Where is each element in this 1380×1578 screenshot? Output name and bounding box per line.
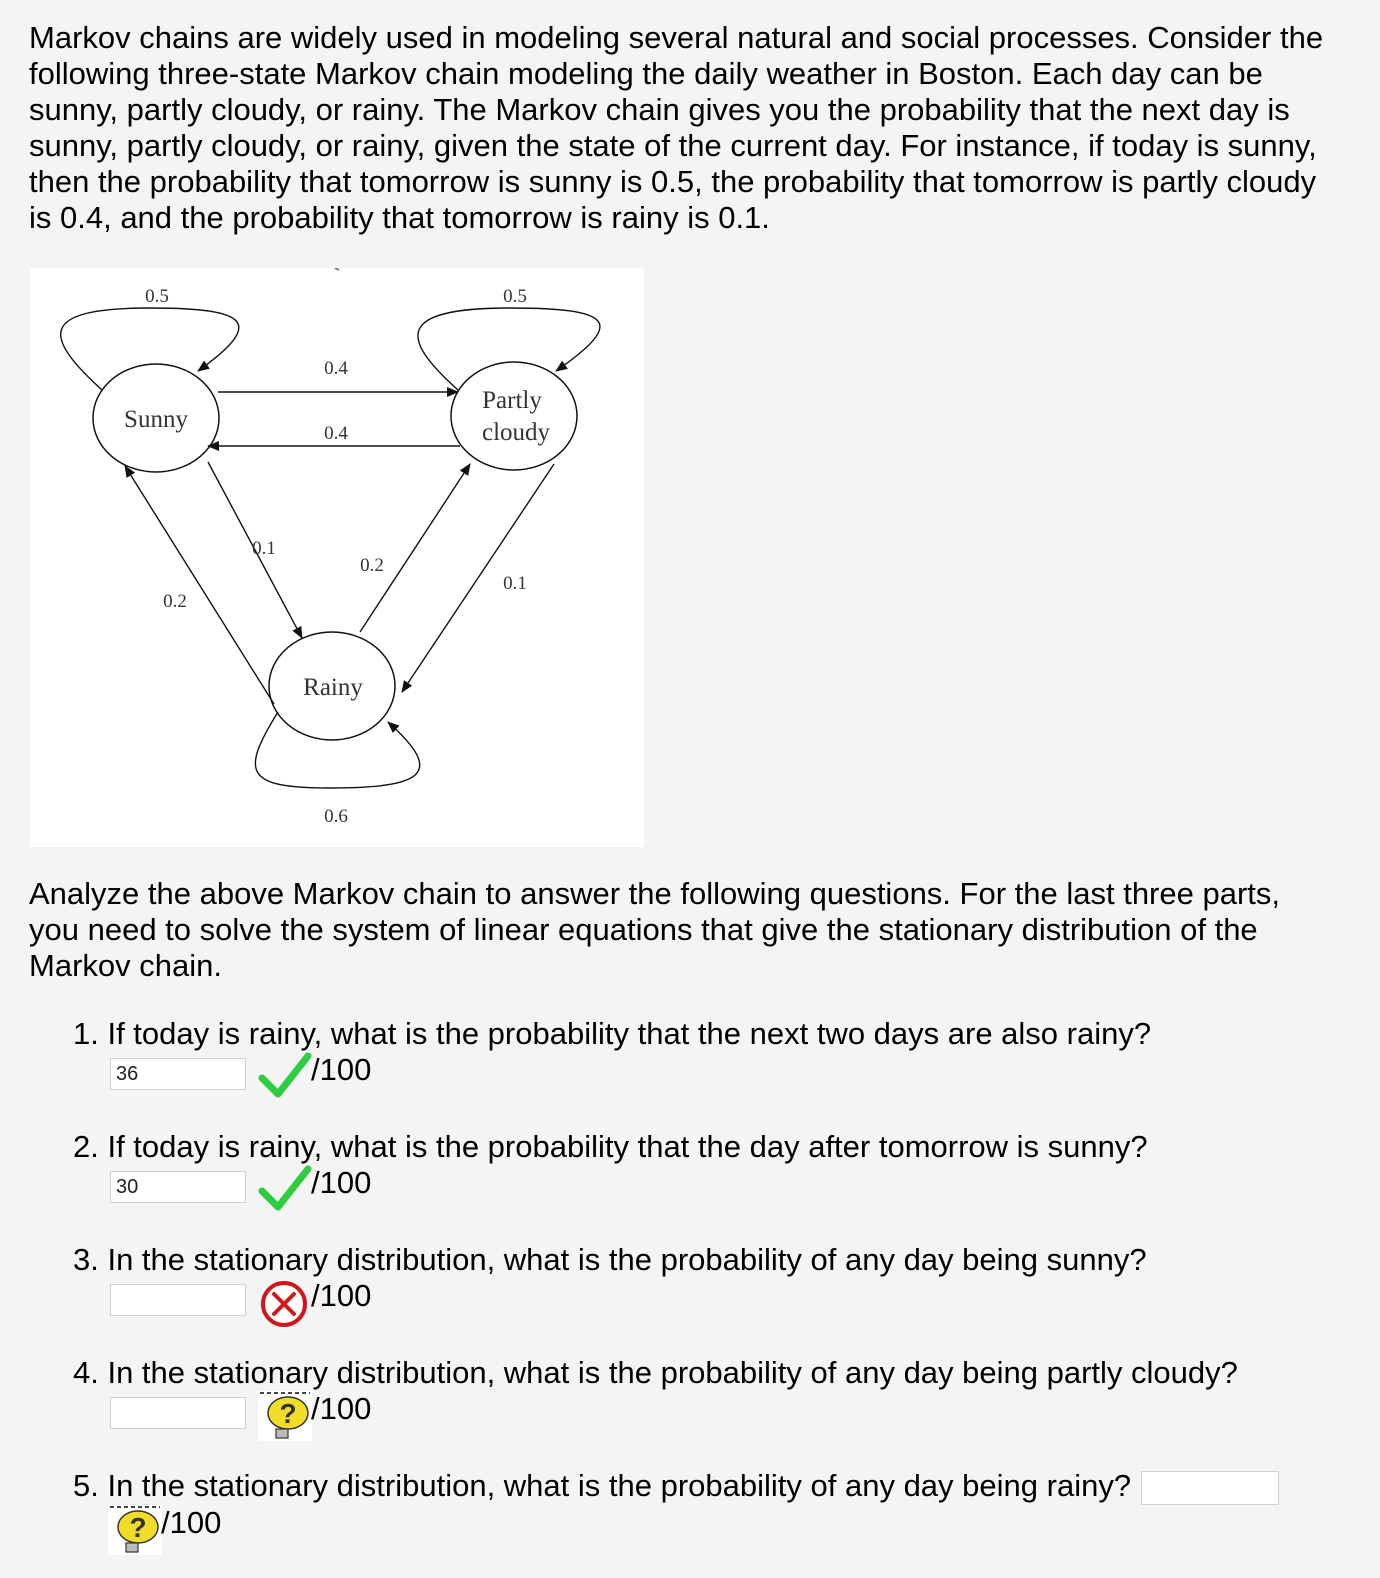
- question-1-answer-input[interactable]: 36: [110, 1058, 246, 1090]
- state-partly-cloudy: [451, 362, 577, 470]
- edge-label-sunny-to-partly: 0.4: [324, 358, 348, 379]
- question-5-text: 5. In the stationary distribution, what is the probability of any day being rainy?: [73, 1468, 1132, 1503]
- question-3-score: /100: [311, 1278, 372, 1313]
- svg-text:?: ?: [129, 1511, 147, 1543]
- question-1-text: 1. If today is rainy, what is the probability that the next two days are also rainy?: [73, 1016, 1152, 1051]
- edge-partly-to-rainy: [402, 464, 554, 692]
- intro-paragraph: Markov chains are widely used in modeling several natural and social processes. Consider the following three-state Markov chain modeling the daily weather in Boston. Each day can be sunny, partly cloudy, or rainy. The Markov chain gives you the probability that the next day is sunny, partly cloudy, or rainy, given the state of the current day. For instance, if today is sunny, then the probability that tomorrow is sunny is 0.5, the probability that tomorrow is partly cloudy is 0.4, and the probability that tomorrow is rainy is 0.1.: [29, 20, 1324, 235]
- unanswered-question-icon: [108, 1505, 162, 1555]
- svg-text:?: ?: [279, 1398, 297, 1429]
- edge-rainy-to-sunny: [125, 466, 274, 704]
- question-4: [73, 1355, 1363, 1441]
- question-1-score: /100: [311, 1052, 372, 1087]
- incorrect-x-icon: [258, 1278, 312, 1328]
- unanswered-question-icon: [258, 1391, 312, 1441]
- question-5: [73, 1468, 1363, 1555]
- edge-label-rainy-to-sunny: 0.2: [163, 591, 187, 612]
- correct-check-icon: [258, 1052, 312, 1102]
- question-3-text: 3. In the stationary distribution, what is the probability of any day being sunny?: [73, 1242, 1147, 1277]
- question-3: [73, 1242, 1363, 1328]
- question-5-score: /100: [161, 1504, 222, 1540]
- edge-label-sunny-to-rainy: 0.1: [252, 538, 276, 559]
- question-2-score: /100: [311, 1165, 372, 1200]
- question-1: [73, 1016, 1363, 1102]
- question-2-answer-input[interactable]: 30: [110, 1171, 246, 1203]
- markov-chain-diagram: [30, 268, 644, 847]
- question-4-text: 4. In the stationary distribution, what is the probability of any day being partly cloudy?: [73, 1355, 1238, 1390]
- edge-label-sunny-self: 0.5: [145, 286, 169, 307]
- edge-label-rainy-to-partly: 0.2: [360, 555, 384, 576]
- edge-label-partly-to-rainy: 0.1: [503, 573, 527, 594]
- question-2: [73, 1129, 1363, 1215]
- question-5-answer-input[interactable]: [1141, 1471, 1279, 1505]
- edge-rainy-to-partly: [360, 464, 470, 632]
- question-3-answer-input[interactable]: [110, 1284, 246, 1316]
- question-4-score: /100: [311, 1391, 372, 1426]
- state-label-partly-line2: cloudy: [481, 419, 551, 446]
- question-2-text: 2. If today is rainy, what is the probability that the day after tomorrow is sunny?: [73, 1129, 1148, 1164]
- state-label-partly-line1: Partly: [482, 387, 542, 414]
- edge-label-rainy-self: 0.6: [324, 806, 348, 827]
- diagram-svg: [30, 268, 644, 847]
- correct-check-icon: [258, 1165, 312, 1215]
- edge-label-partly-self: 0.5: [503, 286, 527, 307]
- question-4-answer-input[interactable]: [110, 1397, 246, 1429]
- instructions-paragraph: Analyze the above Markov chain to answer the following questions. For the last three parts, you need to solve the system of linear equations that give the stationary distribution of the Markov chain.: [29, 876, 1281, 983]
- state-label-rainy: Rainy: [303, 674, 363, 701]
- state-label-sunny: Sunny: [124, 406, 188, 433]
- edge-label-partly-to-sunny: 0.4: [324, 423, 348, 444]
